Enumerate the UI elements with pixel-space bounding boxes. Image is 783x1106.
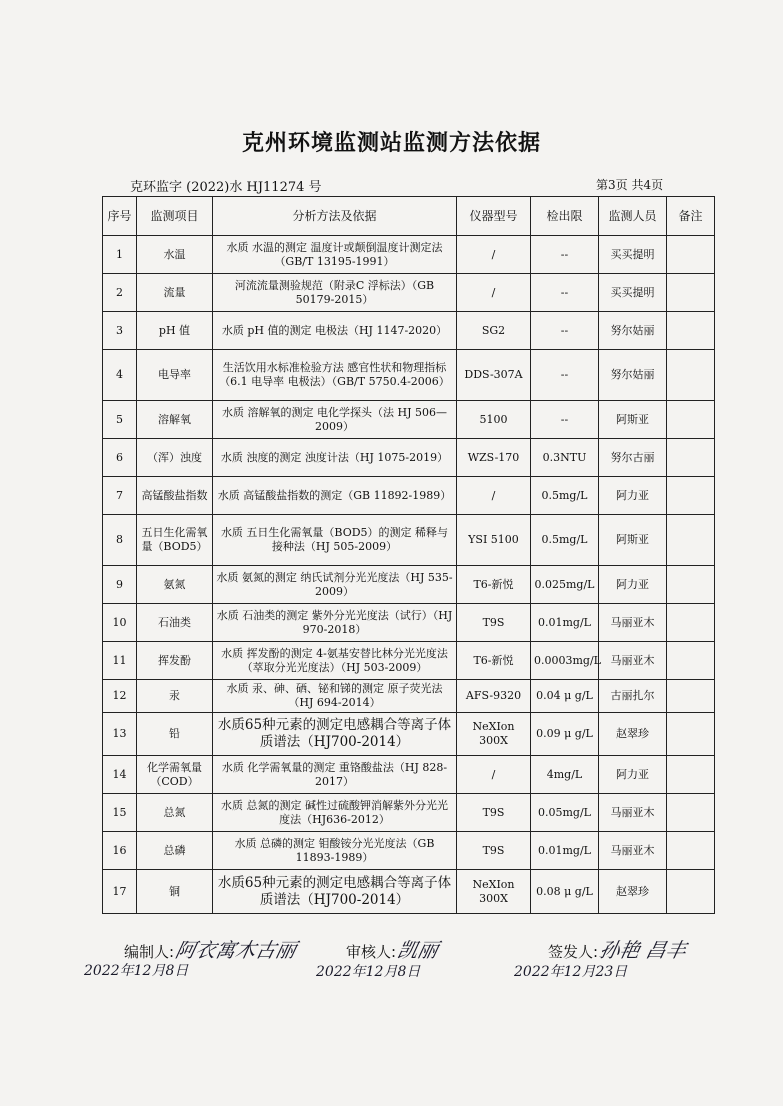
- cell-method: 水质 溶解氧的测定 电化学探头（法 HJ 506—2009）: [213, 401, 457, 439]
- cell-remark: [667, 832, 715, 870]
- cell-remark: [667, 604, 715, 642]
- cell-staff: 阿力亚: [599, 756, 667, 794]
- cell-staff: 阿力亚: [599, 566, 667, 604]
- cell-method: 水质65种元素的测定电感耦合等离子体质谱法（HJ700-2014）: [213, 870, 457, 914]
- cell-staff: 阿力亚: [599, 477, 667, 515]
- cell-limit: 0.5mg/L: [531, 515, 599, 566]
- cell-remark: [667, 680, 715, 713]
- cell-instrument: 5100: [457, 401, 531, 439]
- cell-remark: [667, 870, 715, 914]
- table-row: [103, 274, 715, 312]
- cell-seq: 13: [103, 713, 137, 756]
- cell-seq: 17: [103, 870, 137, 914]
- cell-remark: [667, 713, 715, 756]
- cell-seq: 10: [103, 604, 137, 642]
- cell-instrument: T9S: [457, 832, 531, 870]
- cell-item: 总磷: [137, 832, 213, 870]
- cell-method: 水质 总磷的测定 钼酸铵分光光度法（GB 11893-1989）: [213, 832, 457, 870]
- cell-seq: 15: [103, 794, 137, 832]
- cell-remark: [667, 756, 715, 794]
- issuer-signature: [548, 934, 689, 963]
- cell-remark: [667, 236, 715, 274]
- cell-instrument: SG2: [457, 312, 531, 350]
- cell-remark: [667, 566, 715, 604]
- cell-limit: 0.09 μ g/L: [531, 713, 599, 756]
- cell-staff: 努尔姑丽: [599, 312, 667, 350]
- page-indicator: 第3页 共4页: [596, 178, 664, 192]
- table-row: [103, 604, 715, 642]
- cell-remark: [667, 312, 715, 350]
- methods-table: [102, 196, 715, 914]
- cell-method: 生活饮用水标准检验方法 感官性状和物理指标（6.1 电导率 电极法）（GB/T 5750.4-2006）: [213, 350, 457, 401]
- cell-seq: 12: [103, 680, 137, 713]
- cell-staff: 买买提明: [599, 236, 667, 274]
- cell-seq: 6: [103, 439, 137, 477]
- page-title: 克州环境监测站监测方法依据: [241, 131, 541, 156]
- cell-seq: 4: [103, 350, 137, 401]
- table-row: [103, 312, 715, 350]
- cell-instrument: T9S: [457, 794, 531, 832]
- cell-instrument: T6-新悦: [457, 566, 531, 604]
- cell-method: 水质65种元素的测定电感耦合等离子体质谱法（HJ700-2014）: [213, 713, 457, 756]
- cell-limit: 0.04 μ g/L: [531, 680, 599, 713]
- cell-limit: 0.3NTU: [531, 439, 599, 477]
- cell-method: 水质 汞、砷、硒、铋和锑的测定 原子荧光法（HJ 694-2014）: [213, 680, 457, 713]
- cell-staff: 努尔姑丽: [599, 350, 667, 401]
- cell-method: 河流流量测验规范（附录C 浮标法）（GB 50179-2015）: [213, 274, 457, 312]
- header-staff: 监测人员: [599, 197, 667, 236]
- cell-seq: 11: [103, 642, 137, 680]
- cell-item: （浑）浊度: [137, 439, 213, 477]
- cell-method: 水质 化学需氧量的测定 重铬酸盐法（HJ 828-2017）: [213, 756, 457, 794]
- cell-limit: --: [531, 401, 599, 439]
- cell-limit: 0.025mg/L: [531, 566, 599, 604]
- cell-seq: 16: [103, 832, 137, 870]
- cell-seq: 7: [103, 477, 137, 515]
- cell-instrument: DDS-307A: [457, 350, 531, 401]
- cell-instrument: /: [457, 274, 531, 312]
- table-row: [103, 401, 715, 439]
- cell-item: pH 值: [137, 312, 213, 350]
- cell-method: 水质 五日生化需氧量（BOD5）的测定 稀释与接种法（HJ 505-2009）: [213, 515, 457, 566]
- cell-method: 水质 石油类的测定 紫外分光光度法（试行）（HJ 970-2018）: [213, 604, 457, 642]
- cell-method: 水质 水温的测定 温度计或颠倒温度计测定法（GB/T 13195-1991）: [213, 236, 457, 274]
- document-number: 克环监字 (2022)水 HJ11274 号: [130, 180, 322, 195]
- cell-instrument: /: [457, 477, 531, 515]
- cell-limit: 0.05mg/L: [531, 794, 599, 832]
- cell-instrument: T6-新悦: [457, 642, 531, 680]
- cell-remark: [667, 350, 715, 401]
- cell-remark: [667, 274, 715, 312]
- cell-seq: 3: [103, 312, 137, 350]
- cell-limit: 0.01mg/L: [531, 832, 599, 870]
- cell-item: 溶解氧: [137, 401, 213, 439]
- cell-remark: [667, 401, 715, 439]
- reviewer-signature: [346, 934, 441, 963]
- cell-item: 氨氮: [137, 566, 213, 604]
- table-header-row: [103, 197, 715, 236]
- table-row: [103, 477, 715, 515]
- cell-instrument: /: [457, 236, 531, 274]
- table-row: [103, 515, 715, 566]
- cell-remark: [667, 515, 715, 566]
- cell-seq: 1: [103, 236, 137, 274]
- cell-instrument: /: [457, 756, 531, 794]
- cell-item: 高锰酸盐指数: [137, 477, 213, 515]
- cell-staff: 努尔古丽: [599, 439, 667, 477]
- cell-staff: 马丽亚木: [599, 642, 667, 680]
- cell-item: 石油类: [137, 604, 213, 642]
- cell-item: 总氮: [137, 794, 213, 832]
- table-row: [103, 642, 715, 680]
- table-row: [103, 350, 715, 401]
- cell-limit: --: [531, 350, 599, 401]
- cell-item: 电导率: [137, 350, 213, 401]
- reviewer-label: 审核人:: [346, 943, 397, 961]
- cell-staff: 赵翠珍: [599, 870, 667, 914]
- header-method: 分析方法及依据: [213, 197, 457, 236]
- cell-limit: 0.01mg/L: [531, 604, 599, 642]
- cell-staff: 阿斯亚: [599, 401, 667, 439]
- cell-staff: 古丽扎尔: [599, 680, 667, 713]
- cell-limit: 0.5mg/L: [531, 477, 599, 515]
- header-seq: 序号: [103, 197, 137, 236]
- cell-instrument: AFS-9320: [457, 680, 531, 713]
- header-limit: 检出限: [531, 197, 599, 236]
- issuer-label: 签发人:: [548, 943, 599, 961]
- cell-staff: 马丽亚木: [599, 832, 667, 870]
- table-row: [103, 713, 715, 756]
- cell-method: 水质 氨氮的测定 纳氏试剂分光光度法（HJ 535-2009）: [213, 566, 457, 604]
- cell-limit: 0.08 μ g/L: [531, 870, 599, 914]
- cell-item: 挥发酚: [137, 642, 213, 680]
- cell-instrument: T9S: [457, 604, 531, 642]
- cell-instrument: NeXIon 300X: [457, 713, 531, 756]
- header-instrument: 仪器型号: [457, 197, 531, 236]
- cell-instrument: YSI 5100: [457, 515, 531, 566]
- editor-label: 编制人:: [124, 943, 175, 961]
- editor-date: 2022年12月8日: [84, 963, 189, 979]
- cell-instrument: WZS-170: [457, 439, 531, 477]
- cell-remark: [667, 439, 715, 477]
- cell-staff: 赵翠珍: [599, 713, 667, 756]
- cell-staff: 马丽亚木: [599, 604, 667, 642]
- cell-method: 水质 挥发酚的测定 4-氨基安替比林分光光度法（萃取分光光度法）（HJ 503-2009）: [213, 642, 457, 680]
- header-item: 监测项目: [137, 197, 213, 236]
- cell-staff: 马丽亚木: [599, 794, 667, 832]
- cell-item: 化学需氧量（COD）: [137, 756, 213, 794]
- cell-item: 铜: [137, 870, 213, 914]
- cell-seq: 9: [103, 566, 137, 604]
- cell-method: 水质 高锰酸盐指数的测定（GB 11892-1989）: [213, 477, 457, 515]
- cell-remark: [667, 794, 715, 832]
- table-row: [103, 756, 715, 794]
- cell-instrument: NeXIon 300X: [457, 870, 531, 914]
- cell-seq: 5: [103, 401, 137, 439]
- cell-item: 五日生化需氧量（BOD5）: [137, 515, 213, 566]
- editor-name: 阿衣寓木古丽: [173, 938, 299, 962]
- issuer-name: 孙艳 昌丰: [597, 938, 689, 962]
- table-row: [103, 832, 715, 870]
- header-remark: 备注: [667, 197, 715, 236]
- table-row: [103, 566, 715, 604]
- issuer-date: 2022年12月23日: [514, 964, 628, 980]
- cell-method: 水质 浊度的测定 浊度计法（HJ 1075-2019）: [213, 439, 457, 477]
- cell-item: 铅: [137, 713, 213, 756]
- cell-item: 汞: [137, 680, 213, 713]
- cell-staff: 买买提明: [599, 274, 667, 312]
- cell-seq: 2: [103, 274, 137, 312]
- cell-method: 水质 pH 值的测定 电极法（HJ 1147-2020）: [213, 312, 457, 350]
- table-row: [103, 870, 715, 914]
- cell-remark: [667, 477, 715, 515]
- cell-item: 水温: [137, 236, 213, 274]
- reviewer-date: 2022年12月8日: [316, 964, 421, 980]
- cell-item: 流量: [137, 274, 213, 312]
- cell-seq: 8: [103, 515, 137, 566]
- cell-limit: --: [531, 236, 599, 274]
- cell-limit: --: [531, 274, 599, 312]
- table-row: [103, 680, 715, 713]
- reviewer-name: 凯丽: [395, 938, 441, 962]
- editor-signature: [124, 934, 299, 963]
- table-row: [103, 236, 715, 274]
- cell-method: 水质 总氮的测定 碱性过硫酸钾消解紫外分光光度法（HJ636-2012）: [213, 794, 457, 832]
- cell-remark: [667, 642, 715, 680]
- cell-limit: 4mg/L: [531, 756, 599, 794]
- cell-seq: 14: [103, 756, 137, 794]
- table-row: [103, 794, 715, 832]
- cell-limit: 0.0003mg/L: [531, 642, 599, 680]
- table-row: [103, 439, 715, 477]
- cell-staff: 阿斯亚: [599, 515, 667, 566]
- cell-limit: --: [531, 312, 599, 350]
